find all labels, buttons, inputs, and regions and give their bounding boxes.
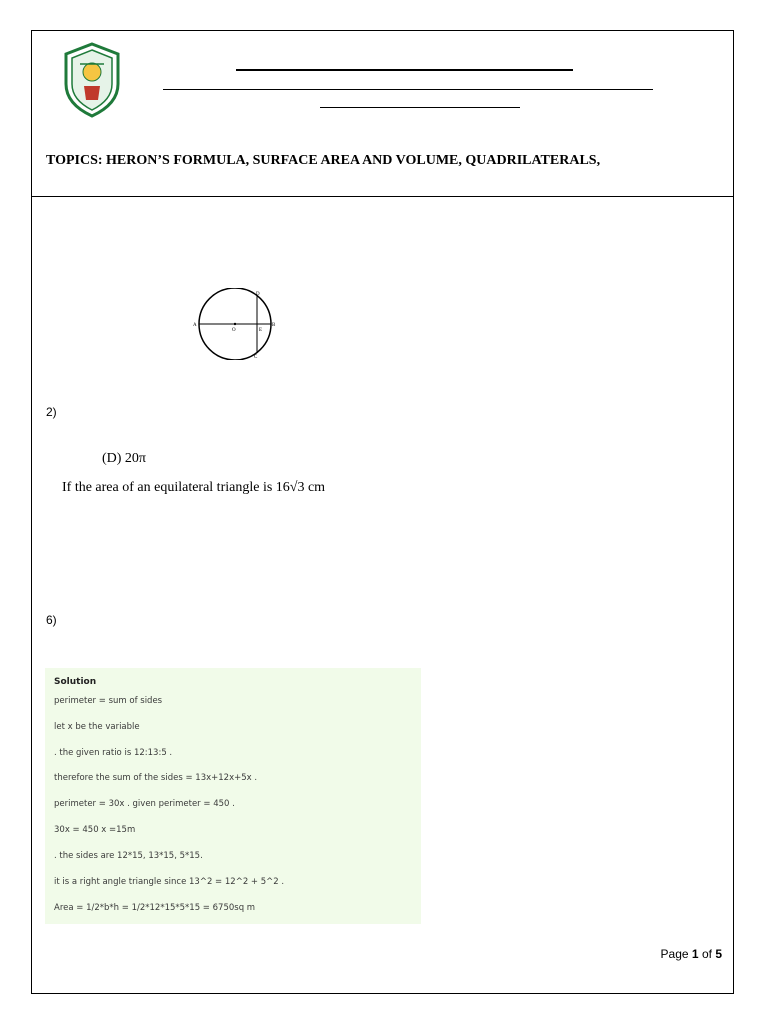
solution-line: perimeter = sum of sides: [54, 696, 163, 706]
page-prefix: Page: [660, 947, 689, 961]
header-divider: [31, 196, 734, 197]
center-point: [234, 323, 236, 325]
solution-line: it is a right angle triangle since 13^2 = 12^2 + 5^2 .: [54, 877, 285, 887]
solution-line: let x be the variable: [54, 722, 140, 732]
header-line-3: [320, 107, 520, 108]
label-d: D: [256, 292, 260, 297]
label-c: C: [254, 355, 258, 360]
solution-line: perimeter = 30x . given perimeter = 450 .: [54, 799, 235, 809]
page-number: [661, 947, 722, 961]
page-total: 5: [715, 947, 722, 961]
header-line-2: [163, 89, 653, 90]
question-2-text: If the area of an equilateral triangle is 16√3 cm: [62, 480, 326, 495]
label-o: O: [232, 328, 236, 333]
solution-title: Solution: [54, 677, 97, 687]
solution-line: . the sides are 12*15, 13*15, 5*15.: [54, 851, 203, 861]
header-line-1: [236, 69, 573, 71]
label-a: A: [193, 323, 197, 328]
solution-line: therefore the sum of the sides = 13x+12x+5x .: [54, 773, 258, 783]
school-logo: [60, 42, 124, 118]
solution-line: Area = 1/2*b*h = 1/2*12*15*5*15 = 6750sq m: [54, 903, 256, 913]
page-current: 1: [691, 947, 699, 961]
question-2-number: 2): [46, 405, 57, 419]
label-b: B: [272, 323, 276, 328]
topics-heading: TOPICS: HERON’S FORMULA, SURFACE AREA AND VOLUME, QUADRILATERALS,: [46, 153, 601, 168]
circle-chord-diagram: [190, 288, 280, 360]
page-of: of: [701, 947, 712, 961]
question-6-number: 6): [46, 613, 57, 627]
solution-line: . the given ratio is 12:13:5 .: [54, 748, 173, 758]
solution-line: 30x = 450 x =15m: [54, 825, 136, 835]
solution-box: [45, 668, 421, 924]
question-2-option-d: (D) 20π: [102, 451, 147, 466]
label-e: E: [259, 328, 263, 333]
